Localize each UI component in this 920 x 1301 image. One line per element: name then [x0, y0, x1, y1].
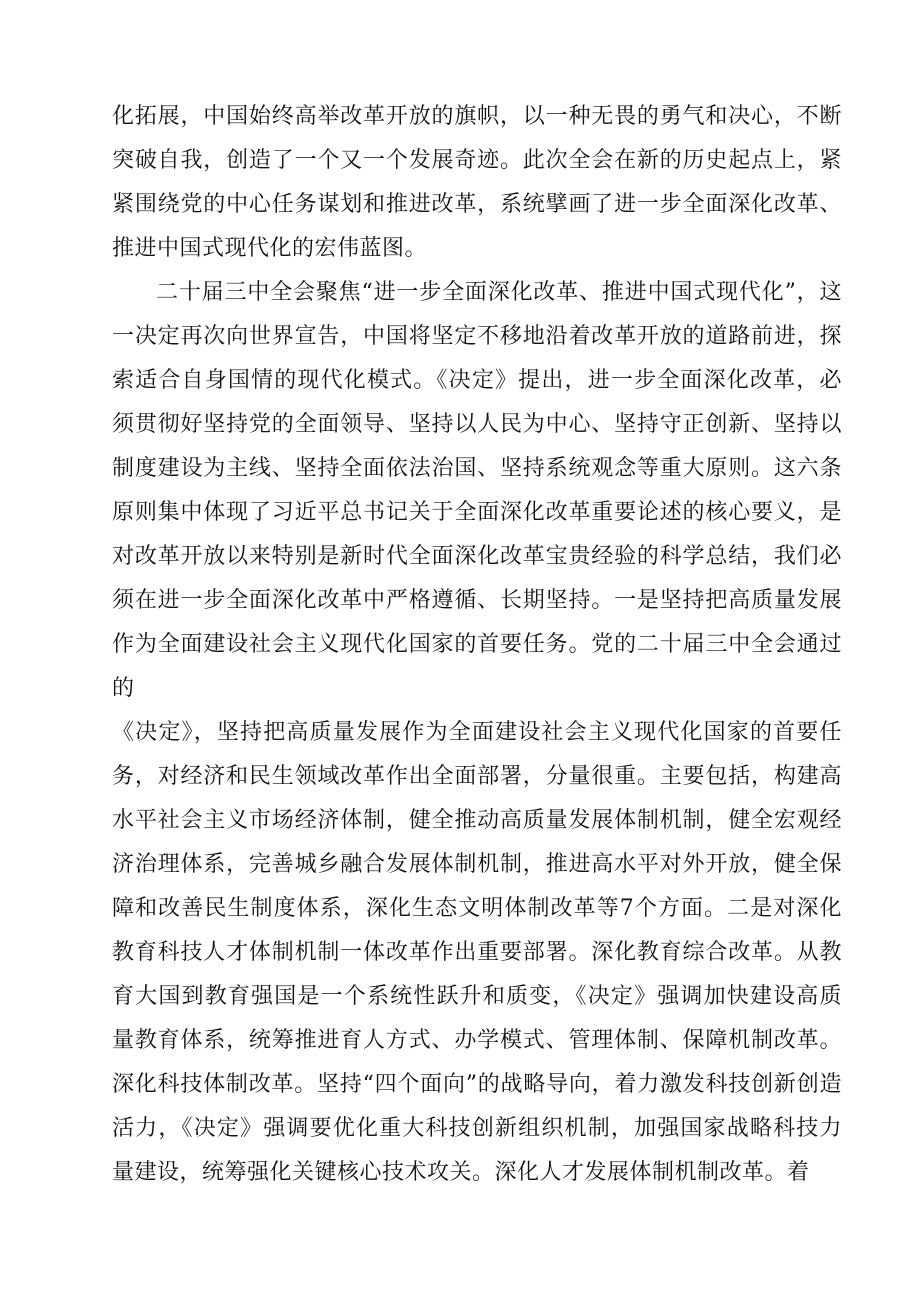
paragraph-1: 化拓展，中国始终高举改革开放的旗帜，以一种无畏的勇气和决心，不断突破自我，创造了一个又一个发展奇迹。此次全会在新的历史起点上，紧紧围绕党的中心任务谋划和推进改革，系统擘画了进一步全面深化改革、推进中国式现代化的宏伟蓝图。 — [112, 104, 842, 261]
paragraph-3: 《决定》，坚持把高质量发展作为全面建设社会主义现代化国家的首要任务，对经济和民生领域改革作出全面部署，分量很重。主要包括，构建高水平社会主义市场经济体制，健全推动高质量发展体制机制，健全宏观经济治理体系，完善城乡融合发展体制机制，推进高水平对外开放，健全保障和改善民生制度体系，深化生态文明体制改革等7个方面。二是对深化教育科技人才体制机制一体改革作出重要部署。深化教育综合改革。从教育大国到教育强国是一个系统性跃升和质变，《决定》强调加快建设高质量教育体系，统筹推进育人方式、办学模式、管理体制、保障机制改革。深化科技体制改革。坚持“四个面向”的战略导向，着力激发科技创新创造活力，《决定》强调要优化重大科技创新组织机制，加强国家战略科技力量建设，统筹强化关键核心技术攻关。深化人才发展体制机制改革。着 — [112, 720, 842, 1185]
paragraph-2: 二十届三中全会聚焦“进一步全面深化改革、推进中国式现代化”，这一决定再次向世界宣告，中国将坚定不移地沿着改革开放的道路前进，探索适合自身国情的现代化模式。《决定》提出，进一步全面深化改革，必须贯彻好坚持党的全面领导、坚持以人民为中心、坚持守正创新、坚持以制度建设为主线、坚持全面依法治国、坚持系统观念等重大原则。这六条原则集中体现了习近平总书记关于全面深化改革重要论述的核心要义，是对改革开放以来特别是新时代全面深化改革宝贵经验的科学总结，我们必须在进一步全面深化改革中严格遵循、长期坚持。一是坚持把高质量发展作为全面建设社会主义现代化国家的首要任务。党的二十届三中全会通过的 — [112, 280, 842, 701]
document-body — [112, 95, 842, 1195]
